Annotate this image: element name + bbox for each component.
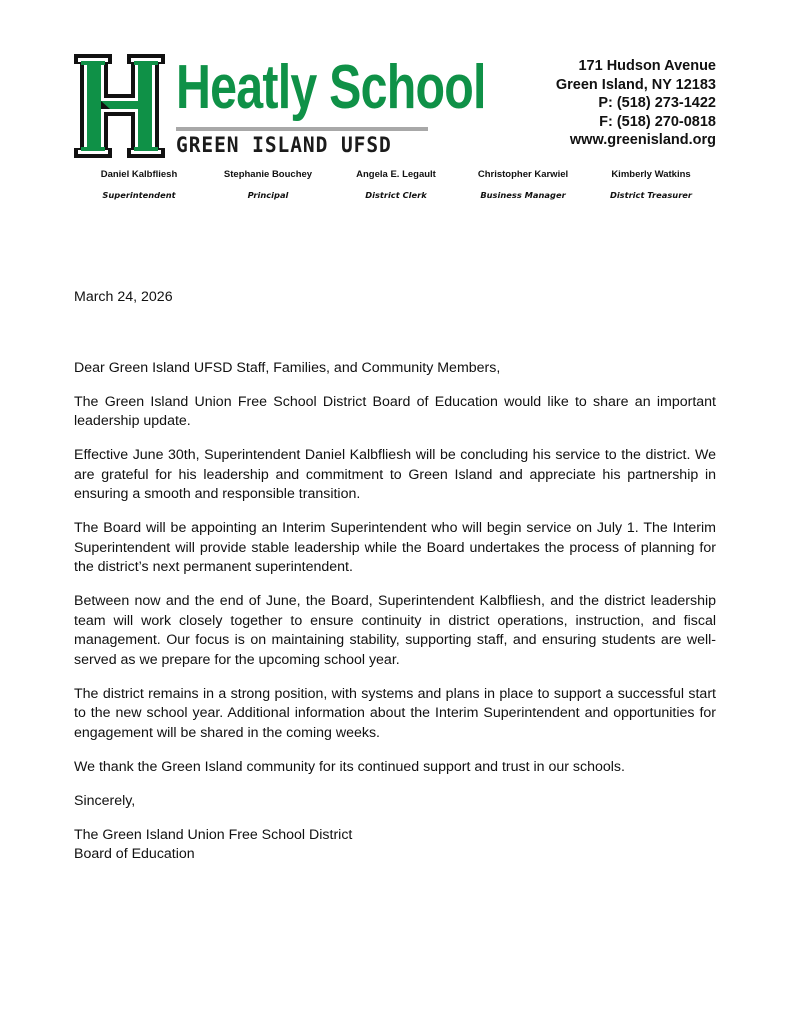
address-block: [556, 57, 716, 150]
letter-date: March 24, 2026: [74, 289, 173, 305]
phone-number: P: (518) 273-1422: [598, 95, 716, 111]
paragraph: Between now and the end of June, the Board, Superintendent Kalbfliesh, and the district leadership team will work closely together to ensure continuity in district operations, instruction, and fiscal management. Our focus is on maintaining stability, supporting staff, and ensuring students are well-served as we prepare for the upcoming school year.: [74, 593, 716, 668]
staff-member: [587, 168, 715, 202]
staff-title: District Treasurer: [609, 190, 693, 200]
staff-name: Christopher Karwiel: [477, 169, 569, 180]
closing: Sincerely,: [74, 792, 136, 809]
letter-body: [74, 288, 716, 865]
staff-member: [204, 168, 332, 202]
district-name: GREEN ISLAND UFSD: [176, 133, 392, 157]
staff-title: District Clerk: [365, 190, 427, 200]
staff-directory: [75, 168, 715, 208]
logo-divider: [176, 127, 428, 131]
school-name: Heatly School: [176, 53, 486, 122]
staff-member: [75, 168, 203, 202]
paragraph: The district remains in a strong position, with systems and plans in place to support a successful start to the new school year. Additional information about the Interim Superintendent and opportunities for engagement will be shared in the coming weeks.: [74, 685, 716, 741]
paragraph: Effective June 30th, Superintendent Daniel Kalbfliesh will be concluding his service to the district. We are grateful for his leadership and commitment to Green Island and appreciate his partnership in ensuring a smooth and responsible transition.: [74, 447, 716, 502]
street-address: 171 Hudson Avenue: [578, 58, 716, 74]
paragraph: We thank the Green Island community for its continued support and trust in our schools.: [74, 758, 625, 775]
staff-title: Superintendent: [102, 190, 176, 200]
block-letter-h-logo-icon: [72, 52, 167, 160]
website-link[interactable]: www.greenisland.org: [569, 132, 716, 148]
staff-name: Daniel Kalbfliesh: [100, 169, 178, 180]
staff-name: Kimberly Watkins: [611, 169, 691, 180]
salutation: Dear Green Island UFSD Staff, Families, and Community Members,: [74, 359, 501, 376]
signature-line-1: The Green Island Union Free School District: [74, 826, 353, 843]
staff-member: [332, 168, 460, 202]
staff-member: [459, 168, 587, 202]
city-state-zip: Green Island, NY 12183: [555, 76, 716, 93]
signature-line-2: Board of Education: [74, 846, 195, 862]
staff-name: Stephanie Bouchey: [223, 169, 313, 180]
paragraph: The Green Island Union Free School District Board of Education would like to share an important leadership update.: [74, 393, 716, 429]
school-logo: [72, 52, 486, 162]
staff-name: Angela E. Legault: [356, 169, 436, 180]
signature-block: [74, 826, 716, 865]
staff-title: Business Manager: [480, 190, 566, 200]
staff-title: Principal: [247, 190, 289, 200]
fax-number: F: (518) 270-0818: [599, 113, 716, 130]
paragraph: The Board will be appointing an Interim Superintendent who will begin service on July 1. The Interim Superintendent will provide stable leadership while the Board undertakes the process of planning for the district’s next permanent superintendent.: [74, 520, 716, 575]
